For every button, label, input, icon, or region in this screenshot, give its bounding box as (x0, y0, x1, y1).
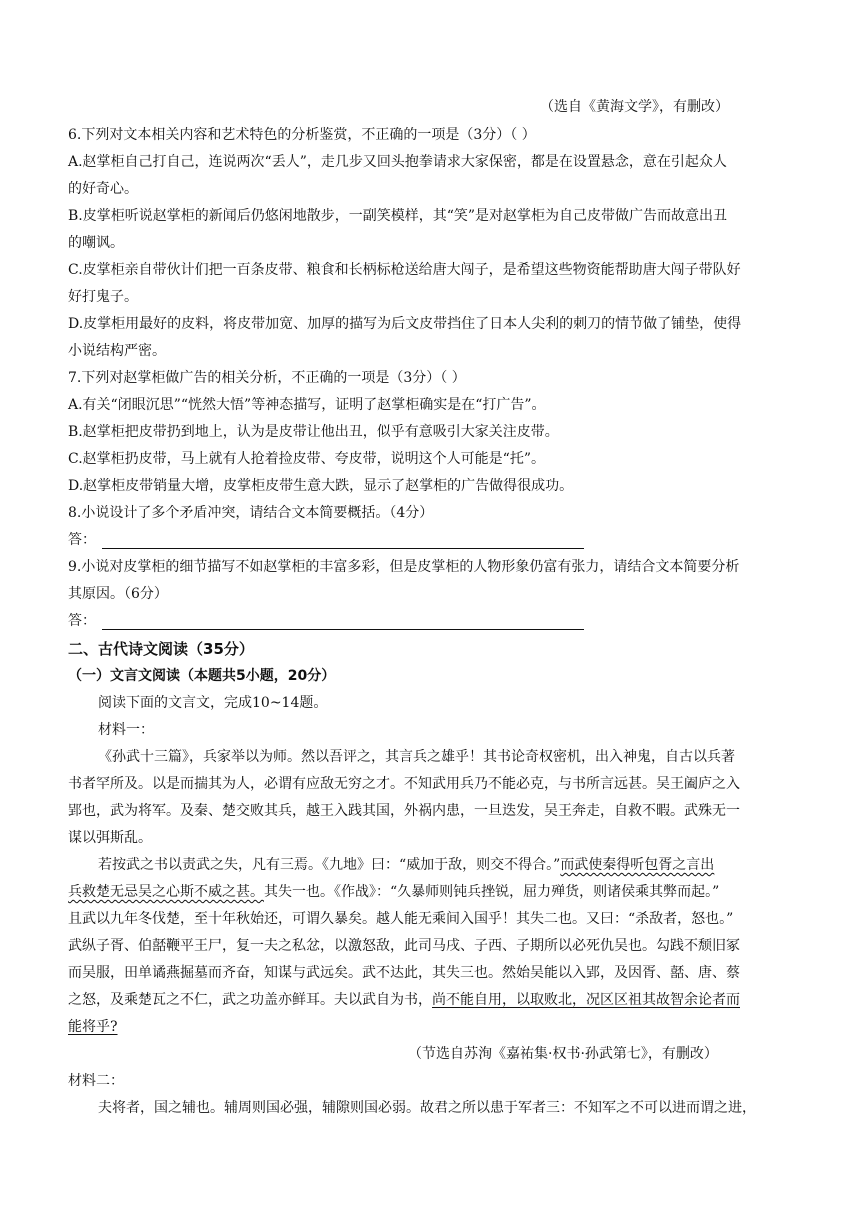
material-2-text: 夫将者，国之辅也。辅周则国必强，辅隙则国必弱。故君之所以患于军者三：不知军之不可以进而谓之进， (98, 1100, 756, 1116)
material-1-text: 郢也，武为将军。及秦、楚交败其兵，越王入践其国，外祸内患，一旦迭发，吴王奔走，自救不暇。武殊无一 (68, 803, 740, 819)
material-1-text: 且武以九年冬伐楚，至十年秋始还，可谓久暴矣。越人能无乘间入国乎！其失二也。又曰：“杀敌者，怒也。” (68, 911, 734, 927)
reading-instruction: 阅读下面的文言文，完成10~14题。 (98, 695, 328, 711)
question-6-stem: 6.下列对文本相关内容和艺术特色的分析鉴赏，不正确的一项是（3分）（ ） (68, 127, 536, 143)
q6-option-b: B.皮掌柜听说赵掌柜的新闻后仍悠闲地散步，一副笑模样，其“笑”是对赵掌柜为自己皮带做广告而故意出丑 (68, 208, 728, 224)
material-1-p2-line (68, 1018, 118, 1036)
material-1-text: 之怒，及乘楚瓦之不仁，武之功盖亦鲜耳。夫以武自为书， (68, 992, 432, 1008)
q6-option-b-cont: 的嘲讽。 (68, 235, 124, 251)
subsection-title: （一）文言文阅读（本题共5小题，20分） (68, 668, 336, 684)
q6-option-a: A.赵掌柜自己打自己，连说两次“丢人”，走几步又回头抱拳请求大家保密，都是在设置悬念，意在引起众人 (68, 154, 727, 170)
underlined-text: 尚不能自用，以取败北，况区区祖其故智余论者而 (432, 992, 740, 1008)
q6-option-d-cont: 小说结构严密。 (68, 343, 166, 359)
q6-option-c: C.皮掌柜亲自带伙计们把一百条皮带、粮食和长柄标枪送给唐大闯子，是希望这些物资能帮助唐大闯子带队好 (68, 262, 741, 278)
q7-option-d: D.赵掌柜皮带销量大增，皮掌柜皮带生意大跌，显示了赵掌柜的广告做得很成功。 (68, 478, 574, 494)
material-1-text: 若按武之书以责武之失，凡有三焉。《九地》曰：“威加于敌，则交不得合。” (98, 857, 561, 873)
material-1-p2-line (68, 883, 719, 901)
material-1-label: 材料一： (98, 722, 154, 738)
material-1-p2-line (68, 991, 740, 1009)
material-1-text: 武纵子胥、伯嚭鞭平王尸，复一夫之私忿，以激怒敌，此司马戌、子西、子期所以必死仇吴也。勾践不颓旧冢 (68, 938, 740, 954)
q8-answer-row (68, 531, 584, 549)
material-1-source: （节选自苏洵《嘉祐集·权书·孙武第七》，有删改） (408, 1046, 718, 1062)
q8-answer-blank[interactable] (102, 534, 584, 549)
q9-answer-blank[interactable] (102, 615, 584, 630)
q8-answer-label: 答： (68, 532, 96, 548)
material-1-text: 其失一也。《作战》：“久暴师则钝兵挫锐，屈力殚货，则诸侯乘其弊而起。” (264, 884, 720, 900)
question-7-stem: 7.下列对赵掌柜做广告的相关分析，不正确的一项是（3分）（ ） (68, 370, 466, 386)
q9-answer-row (68, 612, 584, 630)
material-2-label: 材料二： (68, 1073, 124, 1089)
wavy-underlined-text: 而武使秦得听包胥之言出 (560, 857, 715, 873)
q6-option-d: D.皮掌柜用最好的皮料，将皮带加宽、加厚的描写为后文皮带挡住了日本人尖利的刺刀的情节做了铺垫，使得 (68, 316, 742, 332)
q7-option-b: B.赵掌柜把皮带扔到地上，认为是皮带让他出丑，似乎有意吸引大家关注皮带。 (68, 424, 559, 440)
q9-answer-label: 答： (68, 613, 96, 629)
source-note: （选自《黄海文学》，有删改） (540, 99, 729, 115)
section-title: 二、古代诗文阅读（35分） (68, 640, 254, 658)
material-1-text: 《孙武十三篇》，兵家举以为师。然以吾评之，其言兵之雄乎！其书论奇权密机，出入神鬼，自古以兵著 (98, 749, 735, 765)
material-1-text: 而吴服，田单谲燕掘墓而齐奋，知谋与武远矣。武不达此，其失三也。然始吴能以入郢，及因胥、嚭、唐、蔡 (68, 965, 740, 981)
q6-option-c-cont: 好打鬼子。 (68, 289, 138, 305)
q7-option-c: C.赵掌柜扔皮带，马上就有人抢着捡皮带、夸皮带，说明这个人可能是“托”。 (68, 451, 545, 467)
material-1-p2-line (98, 856, 714, 874)
q7-option-a: A.有关“闭眼沉思”“恍然大悟”等神态描写，证明了赵掌柜确实是在“打广告”。 (68, 397, 546, 413)
material-1-text: 谋以弭斯乱。 (68, 830, 152, 846)
q6-option-a-cont: 的好奇心。 (68, 181, 138, 197)
question-9-stem: 9.小说对皮掌柜的细节描写不如赵掌柜的丰富多彩，但是皮掌柜的人物形象仍富有张力，请结合文本简要分析 (68, 559, 740, 575)
question-9-stem-cont: 其原因。（6分） (68, 586, 168, 602)
material-1-text: 书者罕所及。以是而揣其为人，必谓有应敌无穷之才。不知武用兵乃不能必克，与书所言远甚。吴王阖庐之入 (68, 776, 740, 792)
underlined-text: 能将乎? (68, 1019, 118, 1035)
question-8-stem: 8.小说设计了多个矛盾冲突，请结合文本简要概括。（4分） (68, 505, 434, 521)
wavy-underlined-text: 兵救楚无忌吴之心斯不威之甚。 (68, 884, 264, 900)
